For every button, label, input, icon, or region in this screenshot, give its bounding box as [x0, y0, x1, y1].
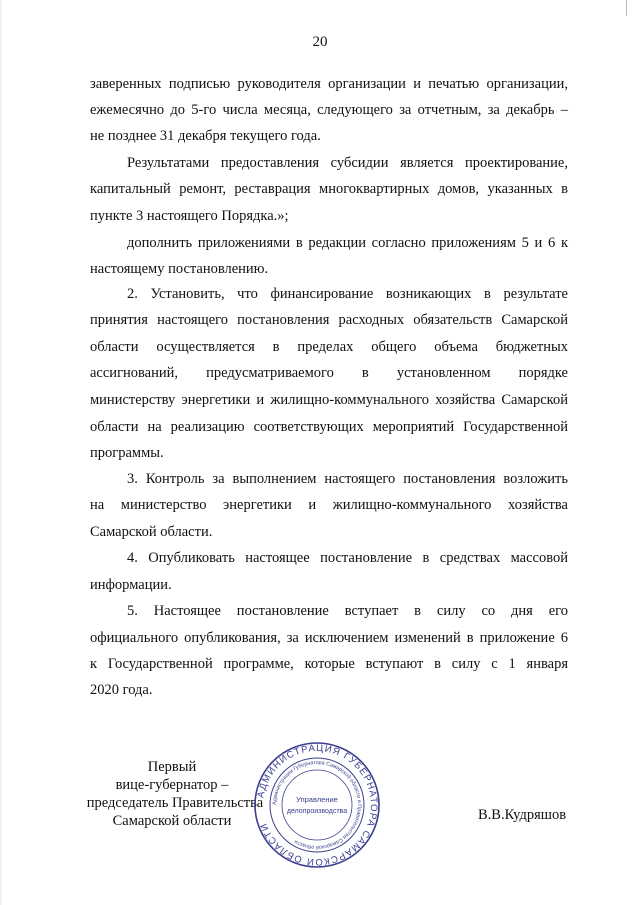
text-line: 2020 года. [90, 682, 153, 698]
text-line: к Государственной программе, которые вступают в силу с 1 января [90, 656, 568, 672]
official-seal-stamp [252, 740, 382, 870]
text-line: официального опубликования, за исключением изменений в приложение 6 [90, 630, 568, 646]
seal-center-text: делопроизводства [286, 808, 348, 815]
text-line: области осуществляется в пределах общего объема бюджетных [90, 339, 568, 355]
signatory-title-line: председатель Правительства [86, 795, 264, 811]
text-line: 3. Контроль за выполнением настоящего постановления возложить [127, 471, 568, 487]
text-line: ежемесячно до 5-го числа месяца, следующего за отчетным, за декабрь – [90, 102, 568, 118]
text-line: министерству энергетики и жилищно-коммунального хозяйства Самарской [90, 392, 568, 408]
text-line: 2. Установить, что финансирование возникающих в результате [127, 286, 568, 302]
text-line: дополнить приложениями в редакции согласно приложениям 5 и 6 к [127, 235, 568, 251]
seal-center-text: Управление [296, 795, 338, 804]
text-line: 4. Опубликовать настоящее постановление в средствах массовой [127, 550, 568, 566]
text-line: Результатами предоставления субсидии является проектирование, [127, 155, 568, 171]
signatory-title-line: Самарской области [112, 813, 232, 829]
edge-mark [626, 0, 627, 16]
text-line: ассигнований, предусматриваемого в установленном порядке [90, 365, 568, 381]
text-line: не позднее 31 декабря текущего года. [90, 128, 321, 144]
text-line: на министерство энергетики и жилищно-коммунального хозяйства [90, 497, 568, 513]
signatory-title-line: вице-губернатор – [115, 777, 229, 793]
text-line: 5. Настоящее постановление вступает в силу со дня его [127, 603, 568, 619]
signatory-title-line: Первый [147, 759, 197, 775]
text-line: настоящему постановлению. [90, 261, 269, 277]
page-number: 20 [312, 34, 328, 50]
page-left-edge [0, 0, 2, 905]
text-line: заверенных подписью руководителя организации и печатью организации, [90, 76, 568, 92]
text-line: области на реализацию соответствующих мероприятий Государственной [90, 419, 568, 435]
text-line: информации. [90, 577, 172, 593]
text-line: капитальный ремонт, реставрация многоквартирных домов, указанных в [90, 181, 568, 197]
text-line: программы. [90, 445, 164, 461]
text-line: пункте 3 настоящего Порядка.»; [90, 208, 289, 224]
seal-middle-ring [270, 758, 364, 852]
seal-outer-text: АДМИНИСТРАЦИЯ ГУБЕРНАТОРА САМАРСКОЙ ОБЛАСТИ [255, 742, 380, 868]
text-line: принятия настоящего постановления расходных обязательств Самарской [90, 312, 568, 328]
signatory-name: В.В.Кудряшов [478, 807, 567, 823]
text-line: Самарской области. [90, 524, 213, 540]
seal-inner-text: Администрации Губернатора Самарской области и Правительства Самарской области [271, 759, 363, 851]
seal-inner-ring [282, 770, 352, 840]
